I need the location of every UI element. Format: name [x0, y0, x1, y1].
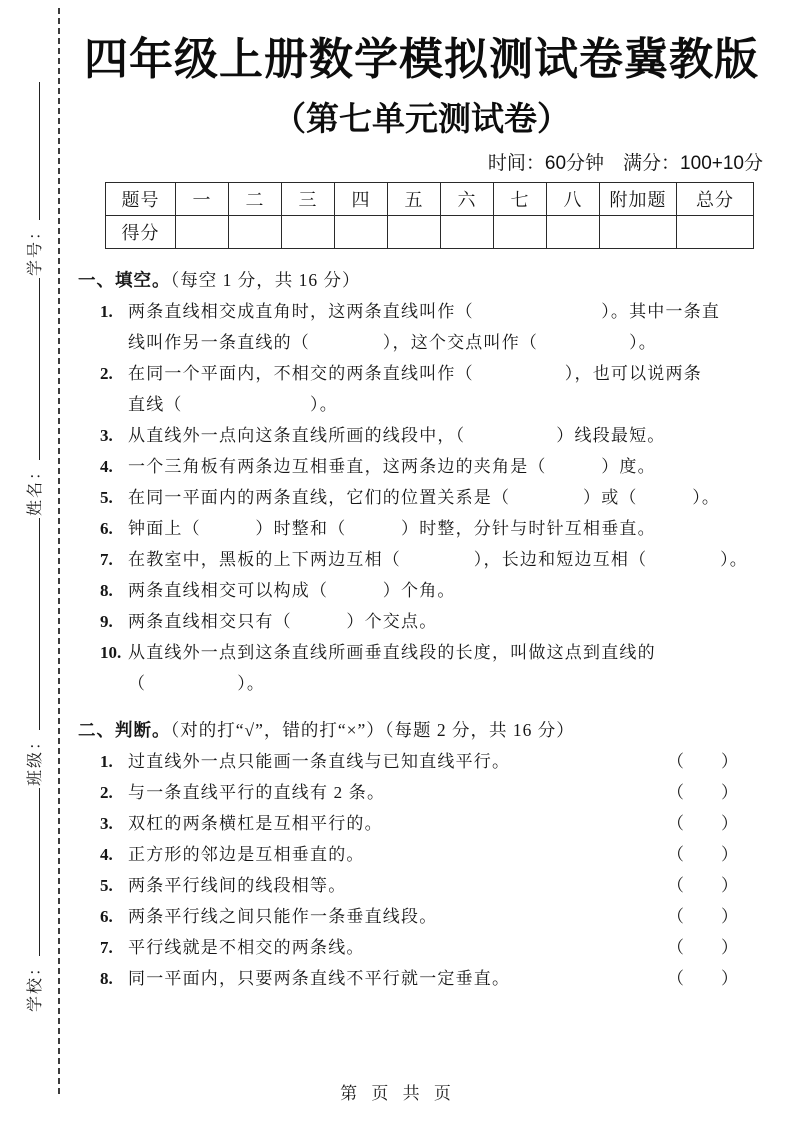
- score-table-header-cell: 附加题: [600, 183, 677, 216]
- score-cell: [600, 216, 677, 249]
- score-table-header-cell: 一: [176, 183, 229, 216]
- question-text: 两条直线相交只有（ ）个交点。: [128, 612, 438, 631]
- question-number: 5.: [100, 876, 113, 895]
- page-subtitle: （第七单元测试卷）: [273, 100, 570, 137]
- question-text: 在教室中，黑板的上下两边互相（ ），长边和短边互相（ ）。: [128, 550, 748, 569]
- sidebar-write-line-school: [23, 788, 40, 956]
- score-cell: [176, 216, 229, 249]
- question-line: [100, 451, 765, 482]
- score-table-header-row: [106, 183, 754, 216]
- score-table-header-cell: 题号: [106, 183, 176, 216]
- question-line: [100, 482, 765, 513]
- judgment-row: [100, 777, 765, 808]
- sidebar-write-line-student-id: [23, 82, 40, 220]
- judgment-row: [100, 870, 765, 901]
- question-text: 同一平面内，只要两条直线不平行就一定垂直。: [128, 969, 511, 988]
- exam-meta: 时间：60分钟 满分：100+10分: [487, 153, 763, 174]
- question-number: 4.: [100, 845, 113, 864]
- margin-dashed-divider: [58, 8, 60, 1094]
- score-cell: [494, 216, 547, 249]
- section-1-title: 一、填空。: [78, 270, 171, 290]
- question-number: 10.: [100, 643, 122, 662]
- judgment-row: [100, 932, 765, 963]
- question-line: [100, 606, 765, 637]
- question-line: [100, 668, 765, 699]
- section-1-heading: [78, 265, 765, 296]
- judgment-text: [100, 746, 667, 777]
- main-content: [78, 0, 765, 994]
- question-number: 1.: [100, 752, 113, 771]
- sidebar-field-class: 班级：: [27, 731, 44, 786]
- score-cell: [441, 216, 494, 249]
- question-text: 两条直线相交可以构成（ ）个角。: [128, 581, 456, 600]
- question-number: 3.: [100, 814, 113, 833]
- question-text: 过直线外一点只能画一条直线与已知直线平行。: [128, 752, 511, 771]
- score-table-header-cell: 七: [494, 183, 547, 216]
- question-text: 从直线外一点到这条直线所画垂直线段的长度，叫做这点到直线的: [128, 643, 656, 662]
- judgment-row: [100, 808, 765, 839]
- question-line: [100, 389, 765, 420]
- sidebar-field-name: 姓名：: [27, 461, 44, 516]
- answer-bracket: （ ）: [667, 845, 739, 864]
- score-table: [105, 182, 754, 249]
- score-row-label: 得分: [106, 216, 176, 249]
- question-number: 7.: [100, 938, 113, 957]
- section-1-points: （每空 1 分，共 16 分）: [170, 270, 361, 290]
- question-text: （ ）。: [128, 674, 266, 693]
- question-number: 9.: [100, 612, 113, 631]
- judgment-text: [100, 932, 667, 963]
- question-number: 7.: [100, 550, 113, 569]
- question-number: 6.: [100, 907, 113, 926]
- score-cell: [229, 216, 282, 249]
- judgment-text: [100, 870, 667, 901]
- question-text: 平行线就是不相交的两条线。: [128, 938, 365, 957]
- question-number: 8.: [100, 581, 113, 600]
- judgment-text: [100, 839, 667, 870]
- score-table-header-cell: 三: [282, 183, 335, 216]
- sidebar-write-line-name: [23, 278, 40, 460]
- score-table-header-cell: 五: [388, 183, 441, 216]
- score-table-header-cell: 六: [441, 183, 494, 216]
- answer-bracket: （ ）: [667, 876, 739, 895]
- sidebar-write-line-class: [23, 518, 40, 730]
- question-text: 直线（ ）。: [128, 395, 338, 414]
- score-cell: [547, 216, 600, 249]
- question-text: 两条直线相交成直角时，这两条直线叫作（ ）。其中一条直: [128, 302, 721, 321]
- section-2-questions: [78, 746, 765, 994]
- answer-bracket: （ ）: [667, 907, 739, 926]
- score-cell: [388, 216, 441, 249]
- answer-bracket: （ ）: [667, 969, 739, 988]
- question-number: 1.: [100, 302, 113, 321]
- score-table-header-cell: 总分: [677, 183, 754, 216]
- question-text: 线叫作另一条直线的（ ），这个交点叫作（ ）。: [128, 333, 657, 352]
- question-line: [100, 513, 765, 544]
- score-table-header-cell: 八: [547, 183, 600, 216]
- score-table-header-cell: 四: [335, 183, 388, 216]
- question-line: [100, 637, 765, 668]
- judgment-text: [100, 808, 667, 839]
- question-text: 两条平行线间的线段相等。: [128, 876, 347, 895]
- page-title: 四年级上册数学模拟测试卷冀教版: [84, 35, 759, 84]
- question-text: 双杠的两条横杠是互相平行的。: [128, 814, 383, 833]
- section-1-questions: [78, 296, 765, 699]
- judgment-row: [100, 901, 765, 932]
- sidebar-field-student-id: 学号：: [27, 221, 44, 276]
- question-line: [100, 420, 765, 451]
- judgment-row: [100, 839, 765, 870]
- question-line: [100, 544, 765, 575]
- question-number: 3.: [100, 426, 113, 445]
- question-text: 在同一个平面内，不相交的两条直线叫作（ ），也可以说两条: [128, 364, 702, 383]
- judgment-row: [100, 746, 765, 777]
- question-number: 2.: [100, 783, 113, 802]
- score-table-header-cell: 二: [229, 183, 282, 216]
- answer-bracket: （ ）: [667, 752, 739, 771]
- question-text: 从直线外一点向这条直线所画的线段中，（ ）线段最短。: [128, 426, 666, 445]
- score-table-score-row: [106, 216, 754, 249]
- judgment-row: [100, 963, 765, 994]
- score-cell: [677, 216, 754, 249]
- section-2-points: （对的打“√”，错的打“×”）（每题 2 分，共 16 分）: [170, 720, 575, 740]
- question-text: 两条平行线之间只能作一条垂直线段。: [128, 907, 438, 926]
- question-number: 5.: [100, 488, 113, 507]
- answer-bracket: （ ）: [667, 814, 739, 833]
- student-info-sidebar: [14, 72, 58, 1012]
- question-number: 8.: [100, 969, 113, 988]
- question-text: 正方形的邻边是互相垂直的。: [128, 845, 365, 864]
- page-footer: 第 页 共 页: [340, 1084, 456, 1103]
- question-line: [100, 327, 765, 358]
- question-line: [100, 296, 765, 327]
- answer-bracket: （ ）: [667, 938, 739, 957]
- score-cell: [282, 216, 335, 249]
- question-line: [100, 358, 765, 389]
- section-2-title: 二、判断。: [78, 720, 171, 740]
- question-number: 4.: [100, 457, 113, 476]
- question-text: 钟面上（ ）时整和（ ）时整，分针与时针互相垂直。: [128, 519, 656, 538]
- score-cell: [335, 216, 388, 249]
- judgment-text: [100, 963, 667, 994]
- question-line: [100, 575, 765, 606]
- sidebar-field-school: 学校：: [27, 957, 44, 1012]
- question-number: 6.: [100, 519, 113, 538]
- judgment-text: [100, 901, 667, 932]
- question-text: 一个三角板有两条边互相垂直，这两条边的夹角是（ ）度。: [128, 457, 656, 476]
- judgment-text: [100, 777, 667, 808]
- answer-bracket: （ ）: [667, 783, 739, 802]
- question-text: 在同一平面内的两条直线，它们的位置关系是（ ）或（ ）。: [128, 488, 721, 507]
- section-2-heading: [78, 715, 765, 746]
- question-number: 2.: [100, 364, 113, 383]
- question-text: 与一条直线平行的直线有 2 条。: [128, 783, 386, 802]
